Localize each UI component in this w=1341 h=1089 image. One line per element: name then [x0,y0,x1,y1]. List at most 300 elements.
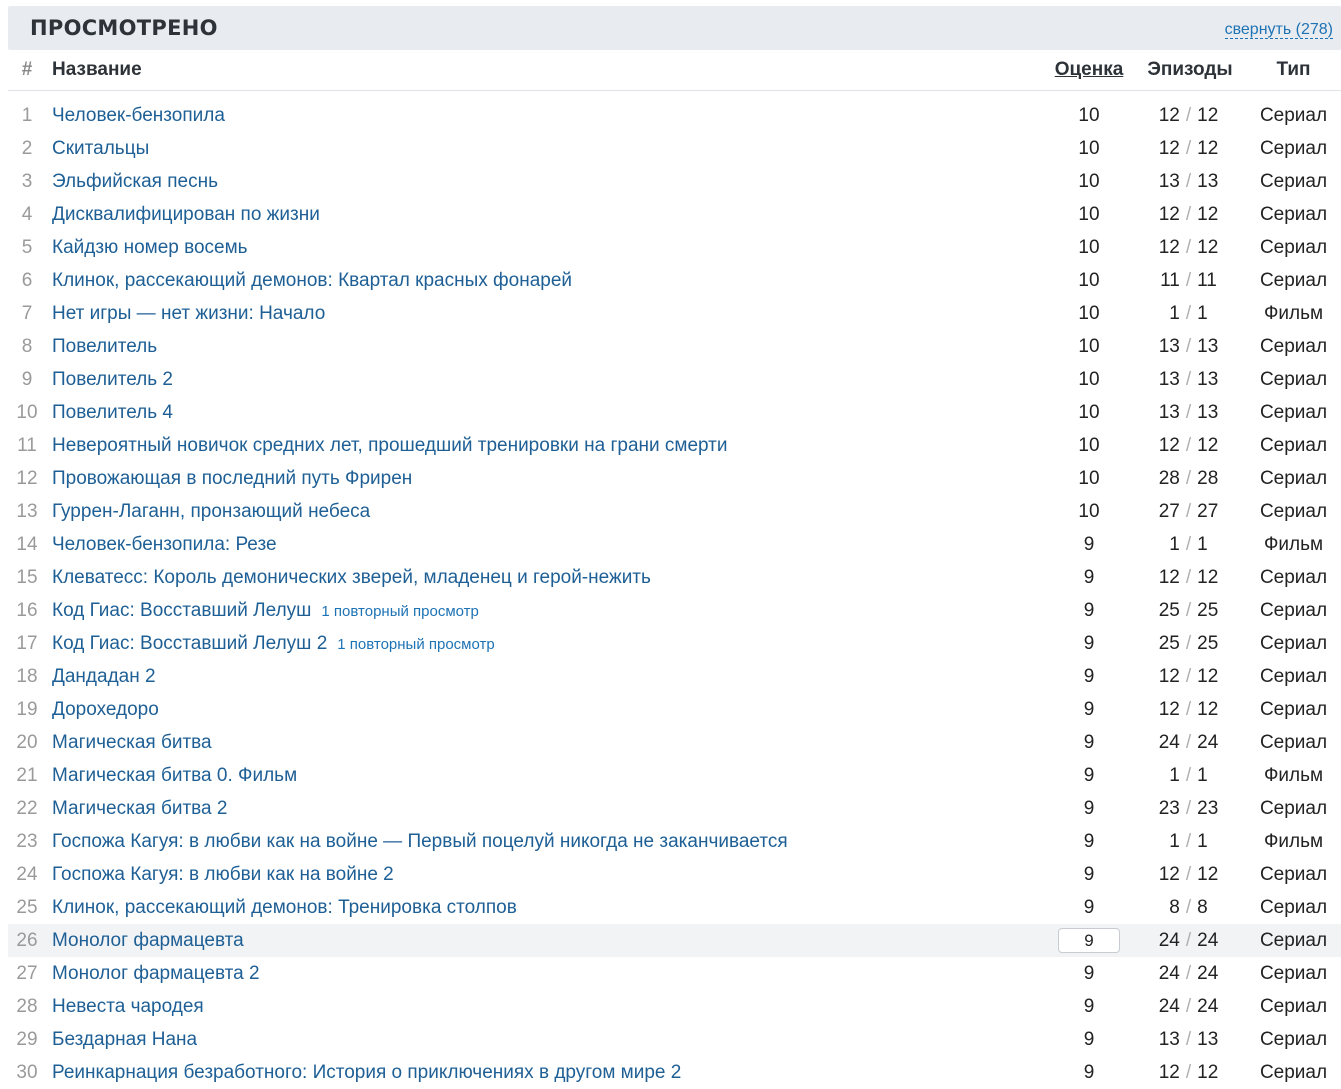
score-cell[interactable] [1011,765,1131,787]
type-cell: Сериал [1259,1028,1328,1050]
episodes-cell [1131,864,1246,886]
episodes-cell [1131,600,1246,622]
score-cell[interactable] [1011,567,1131,589]
episodes-total: 28 [1197,467,1219,489]
row-number: 5 [21,236,33,258]
score-cell[interactable] [1011,798,1131,820]
table-row [8,825,1341,858]
score-value[interactable]: 9 [1083,533,1095,555]
episodes-separator: / [1185,830,1192,852]
type-cell: Сериал [1259,434,1328,456]
score-value[interactable]: 10 [1078,170,1100,192]
episodes-watched: 13 [1158,1028,1180,1050]
episodes-watched: 23 [1158,797,1180,819]
episodes-total: 13 [1197,401,1219,423]
episodes-separator: / [1185,566,1192,588]
episodes-total: 13 [1197,170,1219,192]
type-cell: Сериал [1259,566,1328,588]
episodes-watched: 13 [1158,170,1180,192]
table-row [8,297,1341,330]
row-number: 9 [21,368,33,390]
table-row [8,429,1341,462]
table-row [8,759,1341,792]
anime-title-link[interactable]: Человек-бензопила: Резе [52,533,277,555]
row-number: 14 [16,533,38,555]
type-cell: Сериал [1259,632,1328,654]
title-cell [46,402,1011,424]
episodes-total: 12 [1197,566,1219,588]
type-cell: Сериал [1259,236,1328,258]
episodes-cell [1131,402,1246,424]
episodes-separator: / [1185,335,1192,357]
anime-title-link[interactable]: Магическая битва 2 [52,797,228,819]
episodes-total: 1 [1197,830,1208,852]
type-cell: Сериал [1259,962,1328,984]
score-value[interactable]: 10 [1078,434,1100,456]
table-body [8,91,1341,1089]
row-number: 18 [16,665,38,687]
anime-title-link[interactable]: Магическая битва [52,731,212,753]
score-value[interactable]: 9 [1083,1061,1095,1083]
episodes-watched: 1 [1169,533,1180,555]
episodes-cell [1131,963,1246,985]
episodes-separator: / [1185,500,1192,522]
episodes-total: 25 [1197,599,1219,621]
score-cell[interactable] [1011,534,1131,556]
score-value[interactable]: 9 [1083,797,1095,819]
episodes-cell [1131,369,1246,391]
episodes-separator: / [1185,533,1192,555]
title-cell [46,864,1011,886]
sort-by-score-link[interactable]: Оценка [1054,59,1124,80]
score-cell[interactable] [1011,600,1131,622]
score-cell[interactable] [1011,138,1131,160]
score-value[interactable]: 10 [1078,137,1100,159]
episodes-cell [1131,303,1246,325]
score-cell[interactable] [1011,699,1131,721]
column-header-episodes: Эпизоды [1147,59,1233,80]
table-row [8,990,1341,1023]
episodes-cell [1131,204,1246,226]
title-cell [46,831,1011,853]
score-cell[interactable] [1011,928,1131,953]
episodes-cell [1131,996,1246,1018]
episodes-cell [1131,336,1246,358]
table-row [8,495,1341,528]
episodes-separator: / [1185,962,1192,984]
column-header-title: Название [52,59,142,80]
score-cell[interactable] [1011,963,1131,985]
anime-title-link[interactable]: Повелитель 4 [52,401,173,423]
row-number: 26 [16,929,38,951]
table-row [8,231,1341,264]
score-value[interactable]: 9 [1083,566,1095,588]
episodes-total: 12 [1197,203,1219,225]
score-value[interactable]: 10 [1078,104,1100,126]
score-cell[interactable] [1011,897,1131,919]
row-number: 4 [21,203,33,225]
score-value[interactable]: 10 [1078,269,1100,291]
anime-title-link[interactable]: Гуррен-Лаганн, пронзающий небеса [52,500,371,522]
score-value[interactable]: 10 [1078,368,1100,390]
table-row [8,561,1341,594]
title-cell [46,501,1011,523]
score-cell[interactable] [1011,1029,1131,1051]
row-number: 23 [16,830,38,852]
episodes-total: 23 [1197,797,1219,819]
episodes-separator: / [1185,665,1192,687]
episodes-cell [1131,105,1246,127]
title-cell [46,567,1011,589]
anime-title-link[interactable]: Дисквалифицирован по жизни [52,203,320,225]
episodes-separator: / [1185,1028,1192,1050]
episodes-total: 12 [1197,1061,1219,1083]
table-row [8,264,1341,297]
type-cell: Сериал [1259,467,1328,489]
episodes-watched: 12 [1158,1061,1180,1083]
anime-title-link[interactable]: Провожающая в последний путь Фрирен [52,467,413,489]
episodes-watched: 12 [1158,203,1180,225]
table-row [8,396,1341,429]
type-cell: Сериал [1259,137,1328,159]
episodes-watched: 1 [1169,302,1180,324]
episodes-separator: / [1185,137,1192,159]
type-cell: Сериал [1259,731,1328,753]
score-value[interactable]: 9 [1083,698,1095,720]
episodes-total: 13 [1197,335,1219,357]
score-cell[interactable] [1011,468,1131,490]
episodes-separator: / [1185,467,1192,489]
title-cell [46,138,1011,160]
episodes-watched: 13 [1158,368,1180,390]
score-value[interactable]: 9 [1083,896,1095,918]
episodes-cell [1131,468,1246,490]
episodes-separator: / [1185,368,1192,390]
episodes-separator: / [1185,632,1192,654]
anime-title-link[interactable]: Клинок, рассекающий демонов: Тренировка столпов [52,896,517,918]
episodes-total: 1 [1197,764,1208,786]
title-cell [46,1029,1011,1051]
table-row [8,693,1341,726]
title-cell [46,765,1011,787]
score-cell[interactable] [1011,336,1131,358]
row-number: 3 [21,170,33,192]
episodes-cell [1131,831,1246,853]
column-header-type: Тип [1276,59,1311,80]
anime-title-link[interactable]: Повелитель 2 [52,368,173,390]
score-cell[interactable] [1011,1062,1131,1084]
anime-title-link[interactable]: Код Гиас: Восставший Лелуш [52,599,312,621]
score-value[interactable]: 9 [1083,995,1095,1017]
episodes-total: 24 [1197,731,1219,753]
score-cell[interactable] [1011,303,1131,325]
score-value[interactable]: 10 [1078,401,1100,423]
episodes-watched: 25 [1158,599,1180,621]
score-cell[interactable] [1011,633,1131,655]
title-cell [46,105,1011,127]
title-cell [46,600,1011,622]
episodes-watched: 28 [1158,467,1180,489]
episodes-cell [1131,765,1246,787]
rewatch-count-link[interactable]: 1 повторный просмотр [321,602,479,620]
episodes-separator: / [1185,797,1192,819]
episodes-cell [1131,1029,1246,1051]
title-cell [46,732,1011,754]
episodes-total: 13 [1197,1028,1219,1050]
table-row [8,132,1341,165]
type-cell: Сериал [1259,368,1328,390]
anime-title-link[interactable]: Код Гиас: Восставший Лелуш 2 [52,632,328,654]
anime-title-link[interactable]: Монолог фармацевта [52,929,244,951]
episodes-separator: / [1185,863,1192,885]
type-cell: Фильм [1263,302,1324,324]
row-number: 17 [16,632,38,654]
score-cell[interactable] [1011,171,1131,193]
episodes-total: 11 [1197,269,1217,291]
title-cell [46,996,1011,1018]
anime-title-link[interactable]: Госпожа Кагуя: в любви как на войне 2 [52,863,394,885]
episodes-separator: / [1185,236,1192,258]
episodes-watched: 24 [1158,731,1180,753]
type-cell: Сериал [1259,104,1328,126]
score-cell[interactable] [1011,237,1131,259]
episodes-watched: 8 [1169,896,1180,918]
row-number: 27 [16,962,38,984]
episodes-total: 12 [1197,665,1219,687]
title-cell [46,435,1011,457]
row-number: 28 [16,995,38,1017]
table-row [8,363,1341,396]
row-number: 11 [17,434,37,456]
score-value[interactable]: 9 [1083,632,1095,654]
section-header [8,6,1341,50]
episodes-separator: / [1185,1061,1192,1083]
episodes-separator: / [1185,896,1192,918]
episodes-watched: 13 [1158,401,1180,423]
episodes-cell [1131,699,1246,721]
type-cell: Сериал [1259,170,1328,192]
column-header-number: # [21,59,33,80]
score-value[interactable]: 10 [1078,335,1100,357]
anime-title-link[interactable]: Нет игры — нет жизни: Начало [52,302,326,324]
table-row [8,1056,1341,1089]
anime-title-link[interactable]: Кайдзю номер восемь [52,236,248,258]
episodes-cell [1131,897,1246,919]
type-cell: Сериал [1259,929,1328,951]
row-number: 16 [16,599,38,621]
anime-title-link[interactable]: Реинкарнация безработного: История о приключениях в другом мире 2 [52,1061,682,1083]
type-cell: Сериал [1259,896,1328,918]
episodes-watched: 24 [1158,929,1180,951]
episodes-watched: 1 [1169,764,1180,786]
table-row [8,594,1341,627]
score-value[interactable]: 10 [1078,467,1100,489]
score-value[interactable]: 9 [1083,731,1095,753]
table-row [8,858,1341,891]
row-number: 1 [21,104,33,126]
title-cell [46,897,1011,919]
episodes-watched: 12 [1158,566,1180,588]
score-value[interactable]: 10 [1078,302,1100,324]
table-row [8,330,1341,363]
anime-title-link[interactable]: Клинок, рассекающий демонов: Квартал красных фонарей [52,269,573,291]
score-cell[interactable] [1011,864,1131,886]
score-value[interactable]: 9 [1083,599,1095,621]
episodes-separator: / [1185,599,1192,621]
section-title: ПРОСМОТРЕНО [30,16,218,40]
episodes-watched: 12 [1158,236,1180,258]
type-cell: Сериал [1259,797,1328,819]
row-number: 19 [16,698,38,720]
table-row [8,792,1341,825]
episodes-watched: 27 [1158,500,1180,522]
row-number: 22 [16,797,38,819]
type-cell: Сериал [1259,401,1328,423]
title-cell [46,204,1011,226]
episodes-separator: / [1185,698,1192,720]
title-cell [46,336,1011,358]
episodes-total: 13 [1197,368,1219,390]
anime-title-link[interactable]: Невеста чародея [52,995,204,1017]
score-cell[interactable] [1011,831,1131,853]
episodes-cell [1131,138,1246,160]
episodes-cell [1131,270,1246,292]
score-cell[interactable] [1011,435,1131,457]
anime-title-link[interactable]: Бездарная Нана [52,1028,198,1050]
title-cell [46,369,1011,391]
type-cell: Сериал [1259,599,1328,621]
score-cell[interactable] [1011,204,1131,226]
score-value[interactable]: 9 [1083,863,1095,885]
table-row [8,528,1341,561]
score-value[interactable]: 9 [1083,665,1095,687]
score-edit-field[interactable]: 9 [1058,928,1120,953]
episodes-cell [1131,732,1246,754]
table-row [8,1023,1341,1056]
episodes-watched: 12 [1158,137,1180,159]
title-cell [46,270,1011,292]
score-value[interactable]: 9 [1083,764,1095,786]
score-value[interactable]: 10 [1078,500,1100,522]
episodes-cell [1131,171,1246,193]
anime-title-link[interactable]: Госпожа Кагуя: в любви как на войне — Первый поцелуй никогда не заканчивается [52,830,788,852]
anime-title-link[interactable]: Скитальцы [52,137,150,159]
title-cell [46,1062,1011,1084]
title-cell [46,237,1011,259]
episodes-separator: / [1185,104,1192,126]
score-cell[interactable] [1011,732,1131,754]
score-value[interactable]: 10 [1078,203,1100,225]
episodes-watched: 25 [1158,632,1180,654]
episodes-total: 12 [1197,863,1219,885]
anime-title-link[interactable]: Дандадан 2 [52,665,156,687]
score-cell[interactable] [1011,270,1131,292]
episodes-watched: 11 [1160,269,1180,291]
episodes-cell [1131,534,1246,556]
table-row [8,462,1341,495]
type-cell: Сериал [1259,269,1328,291]
anime-title-link[interactable]: Повелитель [52,335,158,357]
episodes-separator: / [1185,995,1192,1017]
table-row [8,627,1341,660]
rewatch-count-link[interactable]: 1 повторный просмотр [337,635,495,653]
table-row [8,924,1341,957]
episodes-watched: 12 [1158,698,1180,720]
table-row [8,957,1341,990]
episodes-cell [1131,930,1246,952]
anime-title-link[interactable]: Эльфийская песнь [52,170,218,192]
table-row [8,726,1341,759]
anime-title-link[interactable]: Дорохедоро [52,698,159,720]
row-number: 29 [16,1028,38,1050]
episodes-total: 12 [1197,434,1219,456]
anime-title-link[interactable]: Монолог фармацевта 2 [52,962,260,984]
anime-title-link[interactable]: Магическая битва 0. Фильм [52,764,298,786]
episodes-separator: / [1185,269,1192,291]
table-row [8,165,1341,198]
episodes-total: 24 [1197,962,1219,984]
episodes-watched: 12 [1158,104,1180,126]
episodes-watched: 12 [1158,665,1180,687]
watched-list-panel [8,6,1341,1089]
row-number: 10 [16,401,38,423]
episodes-total: 25 [1197,632,1219,654]
episodes-separator: / [1185,764,1192,786]
column-header-score[interactable] [1011,59,1131,81]
score-value[interactable]: 9 [1083,962,1095,984]
episodes-watched: 24 [1158,995,1180,1017]
score-value[interactable]: 9 [1083,830,1095,852]
table-row [8,198,1341,231]
episodes-separator: / [1185,302,1192,324]
type-cell: Фильм [1263,764,1324,786]
score-cell[interactable] [1011,666,1131,688]
episodes-separator: / [1185,731,1192,753]
episodes-total: 12 [1197,104,1219,126]
episodes-cell [1131,666,1246,688]
score-cell[interactable] [1011,996,1131,1018]
type-cell: Сериал [1259,863,1328,885]
anime-title-link[interactable]: Невероятный новичок средних лет, прошедший тренировки на грани смерти [52,434,728,456]
episodes-separator: / [1185,203,1192,225]
episodes-total: 24 [1197,995,1219,1017]
score-value[interactable]: 10 [1078,236,1100,258]
anime-title-link[interactable]: Человек-бензопила [52,104,225,126]
anime-title-link[interactable]: Клеватесс: Король демонических зверей, младенец и герой-нежить [52,566,651,588]
episodes-watched: 12 [1158,863,1180,885]
episodes-total: 12 [1197,137,1219,159]
episodes-cell [1131,237,1246,259]
row-number: 13 [16,500,38,522]
collapse-link[interactable]: свернуть (278) [1224,20,1333,38]
episodes-separator: / [1185,170,1192,192]
table-row [8,660,1341,693]
episodes-watched: 24 [1158,962,1180,984]
episodes-cell [1131,435,1246,457]
row-number: 6 [21,269,33,291]
episodes-watched: 1 [1169,830,1180,852]
score-cell[interactable] [1011,501,1131,523]
score-cell[interactable] [1011,369,1131,391]
title-cell [46,930,1011,952]
episodes-cell [1131,567,1246,589]
score-cell[interactable] [1011,105,1131,127]
score-value[interactable]: 9 [1083,1028,1095,1050]
episodes-watched: 13 [1158,335,1180,357]
score-cell[interactable] [1011,402,1131,424]
episodes-total: 27 [1197,500,1219,522]
episodes-cell [1131,798,1246,820]
